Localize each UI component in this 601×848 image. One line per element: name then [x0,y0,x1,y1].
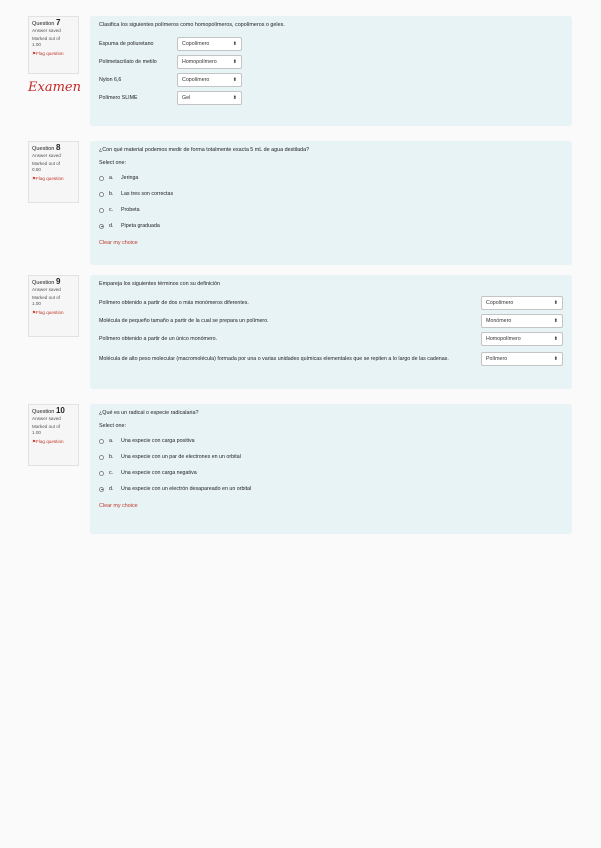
question-text: ¿Con qué material podemos medir de forma totalmente exacta 5 mL de agua destilada? [99,147,310,153]
radio-icon[interactable] [99,439,104,444]
answer-option[interactable]: a. Jeringa [99,170,563,186]
definition-text: Polímero obtenido a partir de dos o más monómeros diferentes. [99,299,249,306]
match-label: Polimetacrilato de metilo [99,58,157,65]
match-select[interactable]: Homopolímero ⬍ [177,55,242,69]
question-status: Answer saved [32,287,61,292]
flag-question-link[interactable]: ⚑Flag question [32,176,64,181]
chevron-updown-icon: ⬍ [232,58,237,65]
radio-icon[interactable] [99,471,104,476]
answer-option[interactable]: c. Una especie con carga negativa [99,465,563,481]
radio-icon[interactable] [99,455,104,460]
match-label: Espuma de poliuretano [99,40,154,47]
chevron-updown-icon: ⬍ [232,40,237,47]
radio-icon[interactable] [99,224,104,229]
flag-icon: ⚑ [32,439,37,444]
marks-value: 1.00 [32,42,41,47]
definition-text: Molécula de pequeño tamaño a partir de la cual se prepara un polímero. [99,317,269,324]
definition-text: Polímero obtenido a partir de un único monómero. [99,335,218,342]
answer-option[interactable]: b. Una especie con un par de electrones en un orbital [99,449,563,465]
match-select[interactable]: Copolímero ⬍ [481,296,563,310]
match-select[interactable]: Gel ⬍ [177,91,242,105]
flag-icon: ⚑ [32,176,37,181]
marked-label: Marked out of [32,424,61,429]
marked-label: Marked out of [32,161,61,166]
question-status: Answer saved [32,153,61,158]
match-label: Polímero SLIME [99,94,138,101]
question-status: Answer saved [32,28,61,33]
match-select[interactable]: Homopolímero ⬍ [481,332,563,346]
question-info-9 [28,275,79,337]
question-info-7 [28,16,79,74]
question-number: Question 7 [32,18,61,27]
question-number: Question 9 [32,277,61,286]
marks-value: 0.50 [32,167,41,172]
question-info-10 [28,404,79,466]
question-text: Empareja los siguientes términos con su definición [99,281,221,287]
chevron-updown-icon: ⬍ [553,317,558,324]
question-text: Clasifica los siguientes polímeros como homopolímeros, copolímeros o geles. [99,22,285,28]
question-content-7 [90,16,572,126]
match-select[interactable]: Copolímero ⬍ [177,37,242,51]
clear-choice-link[interactable]: Clear my choice [99,240,138,246]
handwritten-note: Examen [28,80,81,95]
match-select[interactable]: Copolímero ⬍ [177,73,242,87]
flag-icon: ⚑ [32,310,37,315]
select-one-label: Select one: [99,160,126,166]
flag-question-link[interactable]: ⚑Flag question [32,310,64,315]
answer-option[interactable]: b. Las tres son correctas [99,186,563,202]
answer-option[interactable]: c. Probeta [99,202,563,218]
question-content-10 [90,404,572,534]
question-number: Question 8 [32,143,61,152]
radio-icon[interactable] [99,192,104,197]
question-text: ¿Qué es un radical o especie radicalaria? [99,410,199,416]
marks-value: 1.00 [32,430,41,435]
chevron-updown-icon: ⬍ [232,94,237,101]
clear-choice-link[interactable]: Clear my choice [99,503,138,509]
flag-question-link[interactable]: ⚑Flag question [32,439,64,444]
question-number: Question 10 [32,406,65,415]
question-content-9 [90,275,572,389]
flag-icon: ⚑ [32,51,37,56]
question-status: Answer saved [32,416,61,421]
answer-option[interactable]: a. Una especie con carga positiva [99,433,563,449]
marks-value: 1.00 [32,301,41,306]
select-one-label: Select one: [99,423,126,429]
chevron-updown-icon: ⬍ [553,355,558,362]
marked-label: Marked out of [32,295,61,300]
match-select[interactable]: Monómero ⬍ [481,314,563,328]
match-select[interactable]: Polímero ⬍ [481,352,563,366]
match-label: Nylon 6,6 [99,76,122,83]
question-info-8 [28,141,79,203]
chevron-updown-icon: ⬍ [232,76,237,83]
radio-icon[interactable] [99,487,104,492]
chevron-updown-icon: ⬍ [553,299,558,306]
definition-text: Molécula de alto peso molecular (macromolécula) formada por una o varias unidades químicas elementales que se repiten a lo largo de las cadenas. [99,355,449,362]
question-content-8 [90,141,572,265]
radio-icon[interactable] [99,176,104,181]
flag-question-link[interactable]: ⚑Flag question [32,51,64,56]
radio-icon[interactable] [99,208,104,213]
marked-label: Marked out of [32,36,61,41]
chevron-updown-icon: ⬍ [553,335,558,342]
answer-option-selected[interactable]: d. Una especie con un electrón desapareado en un orbital [99,481,563,497]
answer-option-selected[interactable]: d. Pipeta graduada [99,218,563,234]
